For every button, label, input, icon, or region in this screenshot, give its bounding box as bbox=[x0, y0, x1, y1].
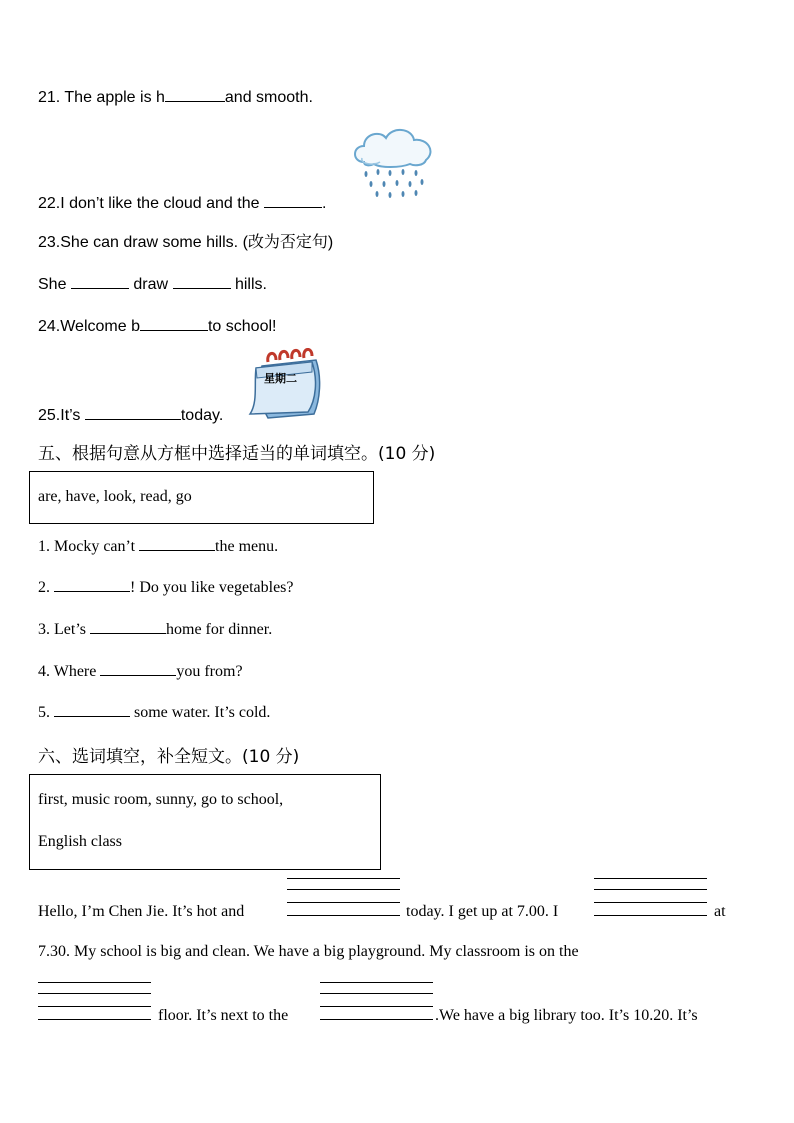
answer-blank[interactable] bbox=[54, 702, 130, 717]
passage-line-3a: floor. It’s next to the bbox=[158, 1007, 289, 1024]
answer-blank[interactable] bbox=[71, 274, 129, 289]
passage-line-1a: Hello, I’m Chen Jie. It’s hot and bbox=[38, 903, 245, 920]
answer-blank[interactable] bbox=[100, 661, 176, 676]
word-box-text: are, have, look, read, go bbox=[38, 488, 192, 505]
rain-cloud-icon bbox=[350, 124, 436, 206]
answer-blank[interactable] bbox=[54, 577, 130, 592]
question-22: 22.I don’t like the cloud and the . bbox=[38, 195, 327, 212]
fill-item-2: 2. ! Do you like vegetables? bbox=[38, 579, 294, 596]
answer-blank[interactable] bbox=[140, 316, 208, 331]
answer-blank[interactable] bbox=[320, 982, 433, 1022]
word-box-line-2: English class bbox=[38, 833, 122, 850]
fill-item-3: 3. Let’s home for dinner. bbox=[38, 621, 273, 638]
answer-blank[interactable] bbox=[85, 405, 181, 420]
fill-item-1: 1. Mocky can’t the menu. bbox=[38, 538, 279, 555]
fill-item-5: 5. some water. It’s cold. bbox=[38, 704, 271, 721]
answer-blank[interactable] bbox=[594, 878, 707, 918]
calendar-day-label: 星期二 bbox=[264, 372, 297, 385]
section-5-heading: 五、根据句意从方框中选择适当的单词填空。(10 分) bbox=[38, 444, 436, 464]
question-23: 23.She can draw some hills. (改为否定句) bbox=[38, 234, 334, 251]
question-25: 25.It’s today. bbox=[38, 407, 224, 424]
question-23-answer: She draw hills. bbox=[38, 276, 267, 293]
answer-blank[interactable] bbox=[173, 274, 231, 289]
passage-line-2: 7.30. My school is big and clean. We have a big playground. My classroom is on the bbox=[38, 943, 579, 960]
answer-blank[interactable] bbox=[139, 536, 215, 551]
passage-line-1c: at bbox=[714, 903, 726, 920]
word-box-line-1: first, music room, sunny, go to school, bbox=[38, 791, 284, 808]
answer-blank[interactable] bbox=[264, 193, 322, 208]
word-box bbox=[29, 774, 381, 870]
question-24: 24.Welcome b to school! bbox=[38, 318, 277, 335]
answer-blank[interactable] bbox=[287, 878, 400, 918]
passage-line-3b: .We have a big library too. It’s 10.20. It’s bbox=[435, 1007, 698, 1024]
section-6-heading: 六、选词填空，补全短文。(10 分) bbox=[38, 747, 300, 767]
passage-line-1b: today. I get up at 7.00. I bbox=[406, 903, 559, 920]
fill-item-4: 4. Where you from? bbox=[38, 663, 243, 680]
answer-blank[interactable] bbox=[90, 619, 166, 634]
answer-blank[interactable] bbox=[165, 87, 225, 102]
calendar-icon bbox=[242, 348, 324, 422]
answer-blank[interactable] bbox=[38, 982, 151, 1022]
question-21: 21. The apple is h and smooth. bbox=[38, 89, 313, 106]
